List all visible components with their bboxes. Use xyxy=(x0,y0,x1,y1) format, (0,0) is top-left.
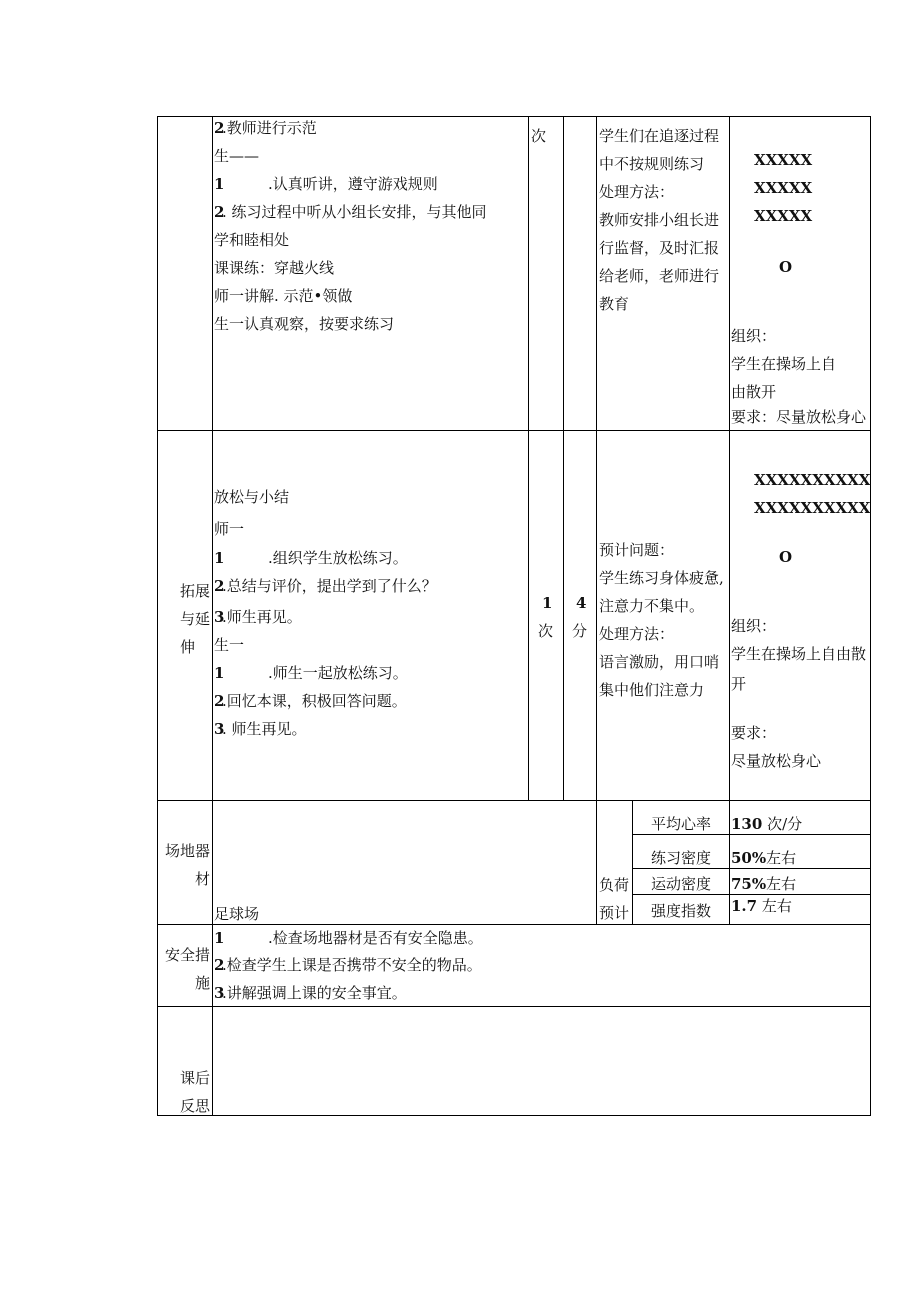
student-line: 生一认真观察，按要求练习 xyxy=(214,315,395,333)
step-text: .师生再见。 xyxy=(222,608,302,626)
step-number: 2 xyxy=(214,119,225,137)
problem-line: 集中他们注意力 xyxy=(599,681,705,699)
step-text: .师生一起放松练习。 xyxy=(268,664,408,682)
load-label: 负荷 xyxy=(599,876,630,894)
safety-number: 2 xyxy=(214,956,225,974)
equipment-value: 足球场 xyxy=(214,905,260,923)
problem-line: 注意力不集中。 xyxy=(599,597,705,615)
step-text: .组织学生放松练习。 xyxy=(268,549,408,567)
metric-value: 130 次/分 xyxy=(731,815,803,833)
step-text: .总结与评价，提出学到了什么？ xyxy=(222,577,437,595)
duration-number: 4 xyxy=(576,594,587,612)
section-label: 伸 xyxy=(180,638,196,656)
section-title: 放松与小结 xyxy=(214,488,290,506)
problem-line: 预计问题： xyxy=(599,541,675,559)
metric-name: 强度指数 xyxy=(651,902,712,920)
equipment-label: 场地器 xyxy=(165,842,211,860)
safety-number: 1 xyxy=(214,929,225,947)
organization-line: 开 xyxy=(731,675,747,693)
formation-row: XXXXX xyxy=(754,207,813,225)
teacher-line: 师一讲解. 示范•领做 xyxy=(214,287,353,305)
times-unit: 次 xyxy=(531,127,547,145)
safety-item: .讲解强调上课的安全事宜。 xyxy=(222,984,407,1002)
organization-line: 由散开 xyxy=(731,383,777,401)
step-number: 3 xyxy=(214,608,225,626)
problem-line: 中不按规则练习 xyxy=(599,155,705,173)
step-text: .回忆本课，积极回答问题。 xyxy=(222,692,407,710)
teacher-position-mark: O xyxy=(779,548,793,566)
problem-line: 给老师，老师进行 xyxy=(599,267,720,285)
load-label: 预计 xyxy=(599,904,630,922)
times-unit: 次 xyxy=(538,622,554,640)
metric-name: 练习密度 xyxy=(651,849,712,867)
student-heading: 生—— xyxy=(214,147,260,165)
safety-label: 安全措 xyxy=(165,946,211,964)
problem-line: 学生们在追逐过程 xyxy=(599,127,720,145)
safety-item: .检查场地器材是否有安全隐患。 xyxy=(268,929,483,947)
metric-name: 平均心率 xyxy=(651,815,712,833)
times-number: 1 xyxy=(542,594,553,612)
reflection-label: 反思 xyxy=(180,1097,211,1115)
organization-line: 学生在操场上自由散 xyxy=(731,645,867,663)
teacher-position-mark: O xyxy=(779,258,793,276)
problem-line: 处理方法： xyxy=(599,625,675,643)
section-label: 与延 xyxy=(180,610,211,628)
step-number: 1 xyxy=(214,664,225,682)
formation-row: XXXXXXXXXX xyxy=(754,471,871,489)
metric-value: 75%左右 xyxy=(731,875,797,893)
problem-line: 行监督，及时汇报 xyxy=(599,239,720,257)
step-text: .教师进行示范 xyxy=(222,119,317,137)
organization-line: 学生在操场上自 xyxy=(731,355,837,373)
section-label: 拓展 xyxy=(180,582,211,600)
problem-line: 学生练习身体疲惫, xyxy=(599,569,724,587)
metric-name: 运动密度 xyxy=(651,875,712,893)
problem-line: 教师安排小组长进 xyxy=(599,211,720,229)
step-number: 1 xyxy=(214,175,225,193)
organization-line: 要求：尽量放松身心 xyxy=(731,408,867,426)
step-number: 3 xyxy=(214,720,225,738)
step-number: 1 xyxy=(214,549,225,567)
duration-unit: 分 xyxy=(572,622,588,640)
equipment-label: 材 xyxy=(195,870,211,888)
organization-line: 尽量放松身心 xyxy=(731,752,822,770)
step-text-continued: 学和睦相处 xyxy=(214,231,290,249)
formation-row: XXXXX xyxy=(754,151,813,169)
problem-line: 教育 xyxy=(599,295,630,313)
organization-line: 组织： xyxy=(731,327,777,345)
organization-line: 要求： xyxy=(731,724,777,742)
student-heading: 生一 xyxy=(214,636,245,654)
metric-value: 50%左右 xyxy=(731,849,797,867)
step-number: 2 xyxy=(214,692,225,710)
step-number: 2 xyxy=(214,203,225,221)
safety-number: 3 xyxy=(214,984,225,1002)
formation-row: XXXXX xyxy=(754,179,813,197)
reflection-label: 课后 xyxy=(180,1069,211,1087)
step-text: . 师生再见。 xyxy=(222,720,307,738)
formation-row: XXXXXXXXXX xyxy=(754,499,871,517)
step-number: 2 xyxy=(214,577,225,595)
organization-line: 组织： xyxy=(731,617,777,635)
step-text: .认真听讲，遵守游戏规则 xyxy=(268,175,438,193)
safety-label: 施 xyxy=(195,974,211,992)
teacher-heading: 师一 xyxy=(214,520,245,538)
class-exercise: 课课练：穿越火线 xyxy=(214,259,335,277)
problem-line: 语言激励，用口哨 xyxy=(599,653,720,671)
problem-line: 处理方法： xyxy=(599,183,675,201)
step-text: . 练习过程中听从小组长安排，与其他同 xyxy=(222,203,487,221)
metric-value: 1.7 左右 xyxy=(731,897,792,915)
safety-item: .检查学生上课是否携带不安全的物品。 xyxy=(222,956,482,974)
